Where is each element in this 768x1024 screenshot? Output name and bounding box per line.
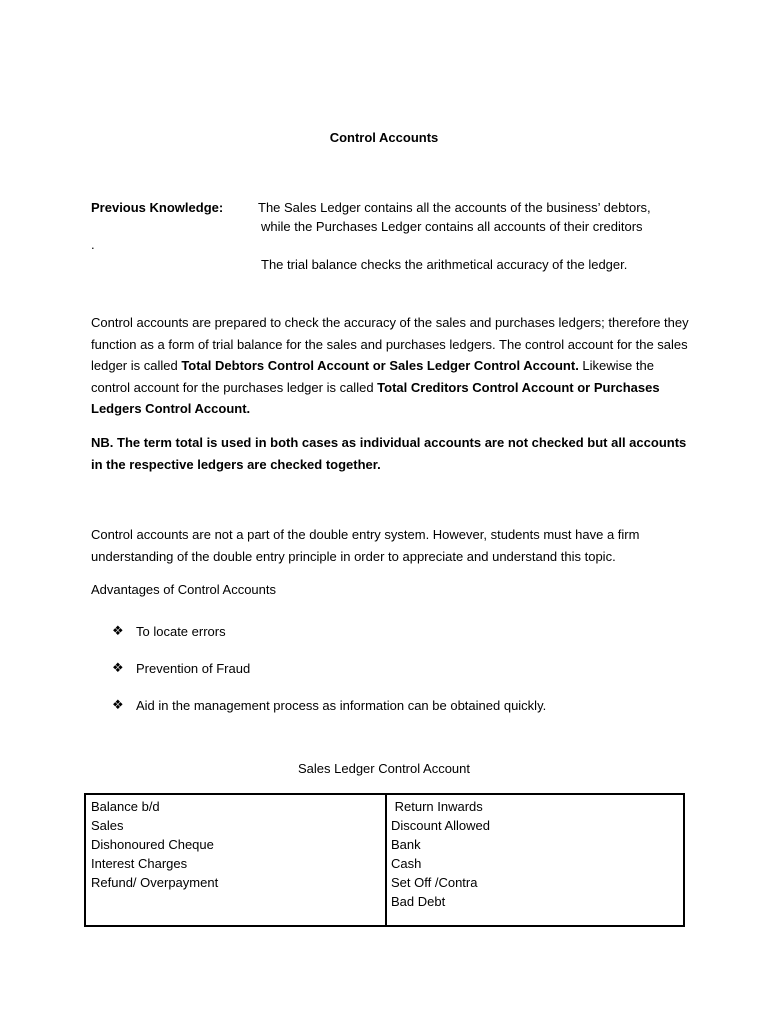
document-title: Control Accounts [329,130,439,145]
control-accounts-paragraph [91,312,691,420]
debit-column [91,797,218,892]
table-row: Return Inwards [391,799,483,814]
stray-period: . [91,237,95,252]
double-entry-paragraph: Control accounts are not a part of the double entry system. However, students must have a firm understanding of the double entry principle in order to appreciate and understand this topic. [91,527,640,564]
previous-knowledge-line-3: The trial balance checks the arithmetical accuracy of the ledger. [261,257,628,272]
para1-bold-1: Total Debtors Control Account or Sales Ledger Control Account. [181,358,579,373]
table-row: Bank [391,837,421,852]
table-title: Sales Ledger Control Account [298,761,470,776]
table-row: Balance b/d [91,799,160,814]
table-row: Refund/ Overpayment [91,875,219,890]
diamond-bullet-icon: ❖ [112,661,124,676]
para1-text-1: Control accounts are prepared to check the accuracy of the sales and purchases ledgers; therefore they function as a form of trial balance for the sales and purchases ledgers. The control account for the sales ledger is called [91,315,689,373]
table-row: Discount Allowed [391,818,490,833]
advantages-list [112,622,546,733]
diamond-bullet-icon: ❖ [112,698,124,713]
previous-knowledge-line-2: while the Purchases Ledger contains all accounts of their creditors [261,219,643,234]
advantages-heading: Advantages of Control Accounts [91,582,277,597]
nb-note: NB. The term total is used in both cases as individual accounts are not checked but all accounts in the respective ledgers are checked together. [91,435,687,472]
credit-column [391,797,490,911]
diamond-bullet-icon: ❖ [112,624,124,639]
table-row: Dishonoured Cheque [91,837,214,852]
table-row: Set Off /Contra [391,875,478,890]
column-divider [385,795,387,925]
list-item [112,696,546,733]
advantage-text: To locate errors [136,624,226,639]
para1-text-2: Likewise the control account for the purchases ledger is called [91,358,654,395]
sales-ledger-control-table [84,793,685,927]
table-row: Interest Charges [91,856,188,871]
previous-knowledge-label: Previous Knowledge: [91,200,224,215]
table-row: Sales [91,818,124,833]
table-right-border [683,795,685,925]
previous-knowledge-line-1: The Sales Ledger contains all the accounts of the business’ debtors, [258,200,651,215]
table-row: Bad Debt [391,894,446,909]
advantage-text: Aid in the management process as information can be obtained quickly. [136,698,547,713]
list-item [112,622,546,659]
para1-bold-2: Total Creditors Control Account or Purchases Ledgers Control Account. [91,379,660,416]
list-item [112,659,546,696]
advantage-text: Prevention of Fraud [136,661,251,676]
table-row: Cash [391,856,422,871]
